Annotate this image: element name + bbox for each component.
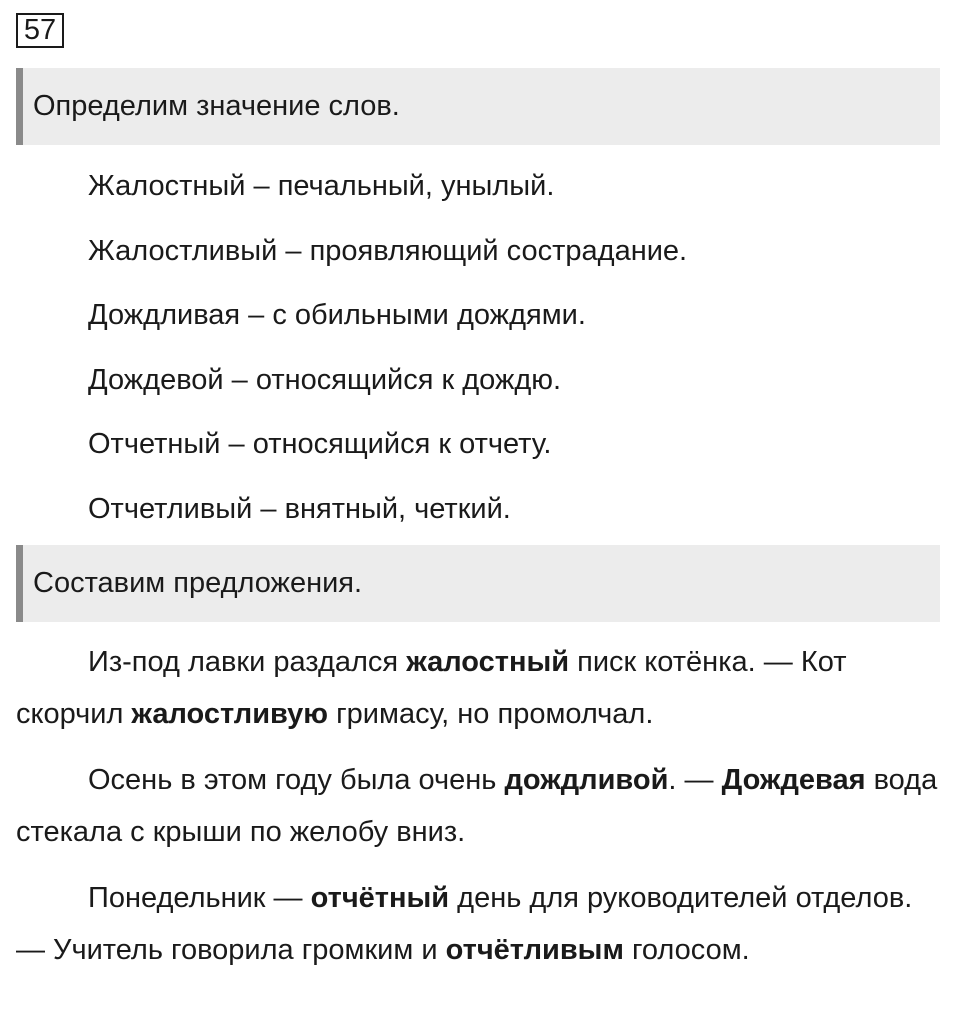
- key-word: отчётный: [310, 882, 450, 914]
- sentence-paragraph: [16, 636, 942, 740]
- sentences-block: [16, 636, 942, 990]
- definitions-list: [88, 164, 687, 551]
- definition-item: Жалостный – печальный, унылый.: [88, 170, 555, 202]
- sentence-text: голосом.: [623, 934, 750, 966]
- sentence-text: вода стекала с крыши по желобу вниз.: [16, 764, 938, 848]
- key-word: жалостливую: [131, 698, 329, 730]
- key-word: отчётливым: [445, 934, 624, 966]
- sentence-paragraph: [16, 872, 942, 976]
- sentence-text: Из-под лавки раздался: [88, 646, 407, 678]
- sentence-paragraph: [16, 754, 942, 858]
- definition-item: Дождевой – относящийся к дождю.: [88, 363, 562, 396]
- section-header-definitions: Определим значение слов.: [16, 68, 940, 145]
- sentence-text: Осень в этом году была очень: [88, 764, 505, 796]
- definition-item: Жалостливый – проявляющий сострадание.: [88, 234, 688, 267]
- key-word: жалостный: [406, 646, 570, 678]
- section-header-sentences: Составим предложения.: [16, 545, 940, 622]
- definition-item: Дождливая – с обильными дождями.: [88, 299, 586, 331]
- key-word: Дождевая: [721, 764, 866, 796]
- sentence-text: день для руководителей отделов. — Учитель говорила громким и: [16, 882, 913, 966]
- task-number: 57: [16, 13, 64, 48]
- sentence-text: Понедельник —: [88, 882, 311, 914]
- sentence-text: гримасу, но промолчал.: [328, 698, 654, 730]
- definition-item: Отчетливый – внятный, четкий.: [88, 492, 511, 525]
- definition-item: Отчетный – относящийся к отчету.: [88, 428, 552, 460]
- key-word: дождливой: [504, 764, 669, 796]
- sentence-text: . —: [668, 764, 722, 796]
- sentence-text: писк котёнка. — Кот скорчил: [16, 646, 847, 730]
